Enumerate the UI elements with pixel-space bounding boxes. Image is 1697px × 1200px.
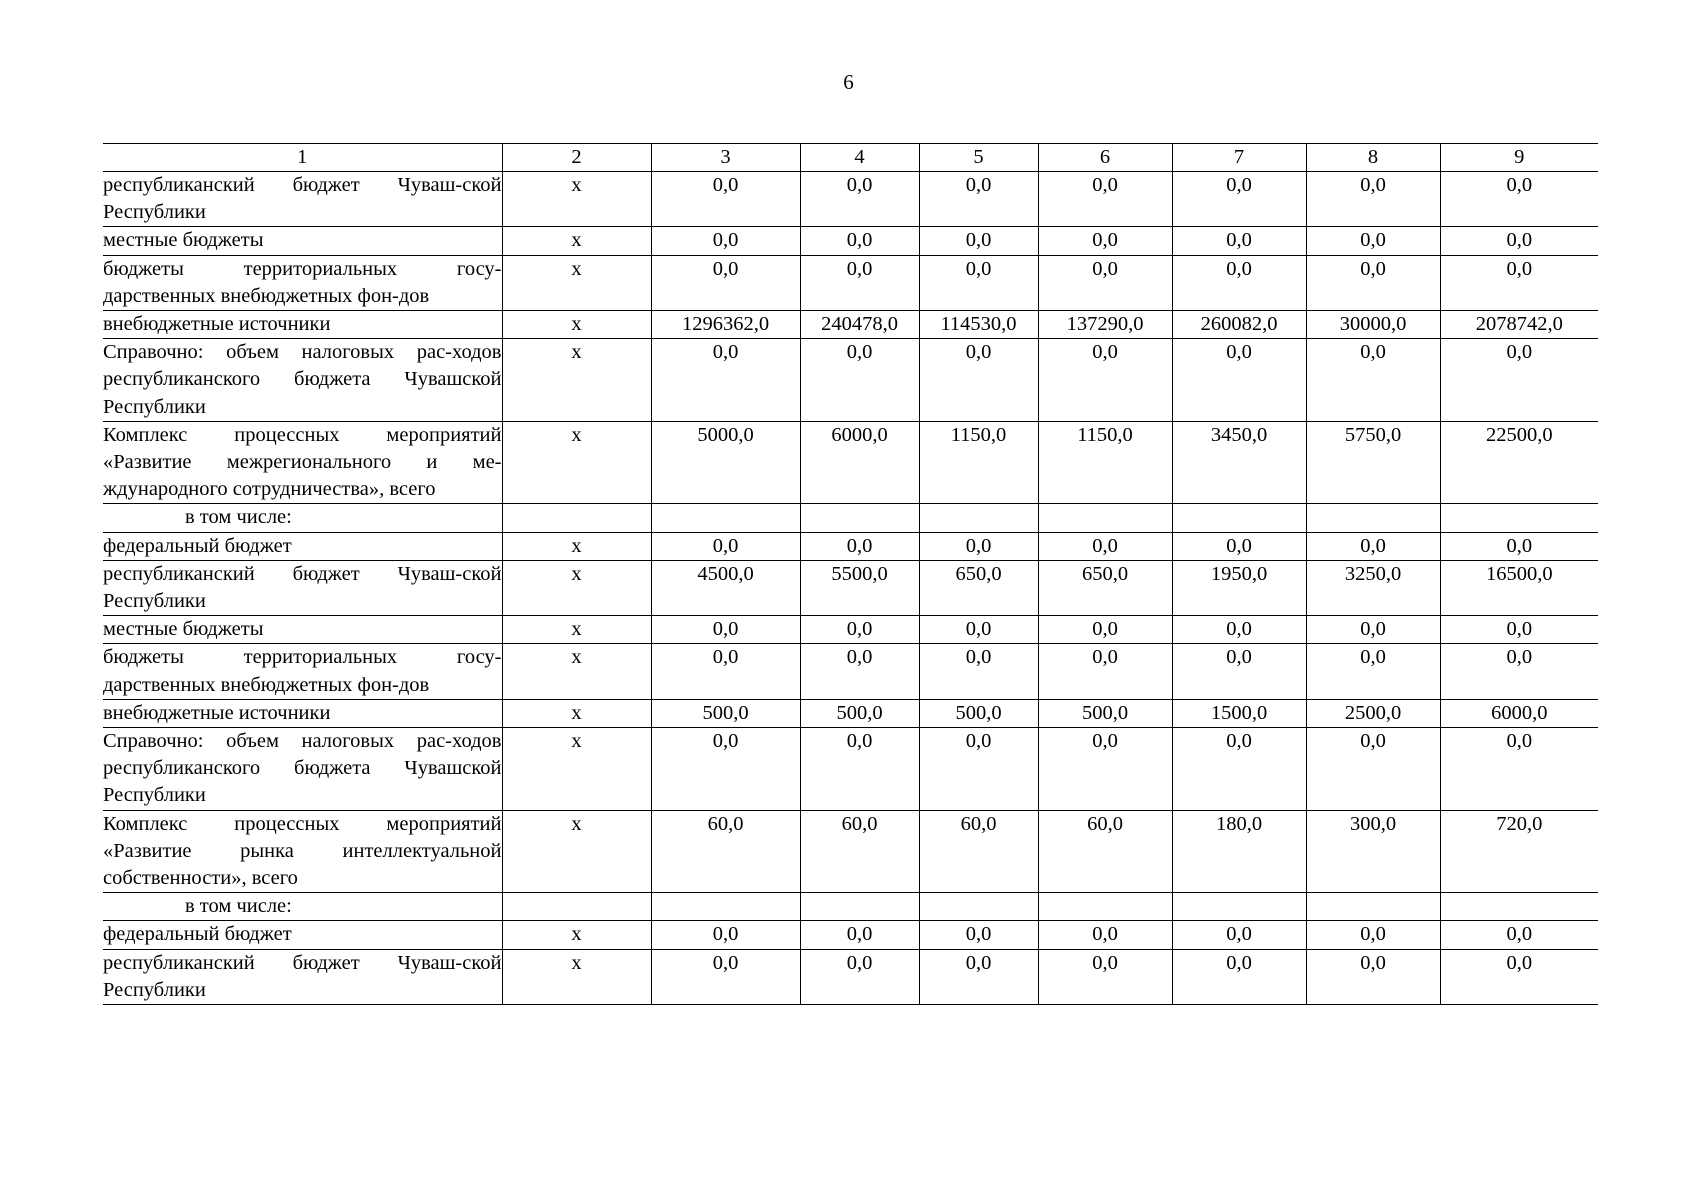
value-cell: 0,0 — [1440, 339, 1598, 422]
budget-table — [103, 143, 1598, 1005]
value-cell: 0,0 — [651, 339, 800, 422]
value-cell: 0,0 — [651, 255, 800, 310]
value-cell: 0,0 — [919, 728, 1038, 811]
unit-cell: х — [502, 421, 651, 504]
row-name-cell: внебюджетные источники — [103, 311, 502, 339]
value-cell: 0,0 — [1038, 921, 1172, 949]
value-cell: 0,0 — [1440, 949, 1598, 1004]
value-cell: 16500,0 — [1440, 560, 1598, 615]
value-cell: 0,0 — [1440, 616, 1598, 644]
value-cell: 0,0 — [1306, 532, 1440, 560]
value-cell: 0,0 — [1038, 255, 1172, 310]
value-cell: 0,0 — [1172, 949, 1306, 1004]
table-row — [103, 504, 1598, 532]
value-cell: 30000,0 — [1306, 311, 1440, 339]
table-row — [103, 921, 1598, 949]
table-row — [103, 616, 1598, 644]
table-row — [103, 644, 1598, 699]
value-cell: 720,0 — [1440, 810, 1598, 893]
column-number: 2 — [502, 144, 651, 172]
value-cell: 500,0 — [919, 699, 1038, 727]
row-name-cell: бюджеты территориальных госу-дарственных внебюджетных фон-дов — [103, 255, 502, 310]
value-cell: 0,0 — [1306, 172, 1440, 227]
value-cell: 0,0 — [919, 644, 1038, 699]
value-cell: 0,0 — [1038, 172, 1172, 227]
unit-cell: х — [502, 949, 651, 1004]
value-cell: 4500,0 — [651, 560, 800, 615]
column-number-row — [103, 144, 1598, 172]
unit-cell: х — [502, 644, 651, 699]
value-cell: 0,0 — [1038, 532, 1172, 560]
value-cell: 0,0 — [1306, 255, 1440, 310]
row-name-cell: республиканский бюджет Чуваш-ской Республики — [103, 172, 502, 227]
table-row — [103, 728, 1598, 811]
value-cell: 60,0 — [919, 810, 1038, 893]
value-cell: 0,0 — [800, 616, 919, 644]
value-cell: 0,0 — [919, 255, 1038, 310]
table-row — [103, 699, 1598, 727]
table-row — [103, 532, 1598, 560]
value-cell: 0,0 — [651, 227, 800, 255]
row-name-cell: Комплекс процессных мероприятий «Развитие межрегионального и ме-ждународного сотрудничества», всего — [103, 421, 502, 504]
row-name-cell: Справочно: объем налоговых рас-ходов республиканского бюджета Чувашской Республики — [103, 339, 502, 422]
value-cell: 0,0 — [651, 172, 800, 227]
value-cell: 0,0 — [800, 949, 919, 1004]
value-cell: 0,0 — [1038, 728, 1172, 811]
value-cell: 650,0 — [1038, 560, 1172, 615]
value-cell: 0,0 — [800, 339, 919, 422]
value-cell: 0,0 — [919, 949, 1038, 1004]
row-name-cell: федеральный бюджет — [103, 532, 502, 560]
value-cell: 0,0 — [919, 339, 1038, 422]
row-name-cell: в том числе: — [103, 893, 502, 921]
column-number: 6 — [1038, 144, 1172, 172]
row-name-cell: республиканский бюджет Чуваш-ской Республики — [103, 949, 502, 1004]
value-cell: 0,0 — [1038, 227, 1172, 255]
value-cell: 0,0 — [800, 921, 919, 949]
value-cell — [1038, 893, 1172, 921]
table-row — [103, 893, 1598, 921]
value-cell: 0,0 — [1172, 728, 1306, 811]
value-cell: 1500,0 — [1172, 699, 1306, 727]
value-cell: 3250,0 — [1306, 560, 1440, 615]
value-cell: 0,0 — [1172, 172, 1306, 227]
value-cell: 0,0 — [919, 172, 1038, 227]
value-cell: 0,0 — [1306, 728, 1440, 811]
table-row — [103, 172, 1598, 227]
value-cell: 260082,0 — [1172, 311, 1306, 339]
unit-cell: х — [502, 532, 651, 560]
value-cell: 0,0 — [1172, 921, 1306, 949]
value-cell: 3450,0 — [1172, 421, 1306, 504]
value-cell: 0,0 — [800, 172, 919, 227]
unit-cell: х — [502, 810, 651, 893]
value-cell: 5750,0 — [1306, 421, 1440, 504]
value-cell — [1172, 893, 1306, 921]
page-number: 6 — [843, 70, 854, 94]
value-cell: 137290,0 — [1038, 311, 1172, 339]
value-cell: 0,0 — [919, 921, 1038, 949]
value-cell: 0,0 — [1172, 255, 1306, 310]
unit-cell: х — [502, 255, 651, 310]
value-cell — [919, 504, 1038, 532]
value-cell: 0,0 — [651, 532, 800, 560]
value-cell: 0,0 — [919, 616, 1038, 644]
value-cell: 0,0 — [800, 728, 919, 811]
value-cell: 0,0 — [919, 227, 1038, 255]
value-cell: 114530,0 — [919, 311, 1038, 339]
value-cell: 240478,0 — [800, 311, 919, 339]
unit-cell: х — [502, 616, 651, 644]
value-cell: 2078742,0 — [1440, 311, 1598, 339]
table-row — [103, 339, 1598, 422]
table-row — [103, 810, 1598, 893]
unit-cell: х — [502, 699, 651, 727]
value-cell: 0,0 — [1440, 728, 1598, 811]
value-cell: 0,0 — [1172, 644, 1306, 699]
table-row — [103, 949, 1598, 1004]
column-number: 5 — [919, 144, 1038, 172]
value-cell: 0,0 — [651, 616, 800, 644]
row-name-cell: Справочно: объем налоговых рас-ходов республиканского бюджета Чувашской Республики — [103, 728, 502, 811]
value-cell: 22500,0 — [1440, 421, 1598, 504]
value-cell — [800, 504, 919, 532]
value-cell — [1440, 893, 1598, 921]
unit-cell — [502, 504, 651, 532]
value-cell: 6000,0 — [1440, 699, 1598, 727]
value-cell: 1296362,0 — [651, 311, 800, 339]
column-number: 4 — [800, 144, 919, 172]
unit-cell: х — [502, 339, 651, 422]
value-cell: 0,0 — [919, 532, 1038, 560]
value-cell — [651, 504, 800, 532]
unit-cell: х — [502, 560, 651, 615]
value-cell — [1306, 504, 1440, 532]
value-cell: 1150,0 — [919, 421, 1038, 504]
row-name-cell: Комплекс процессных мероприятий «Развитие рынка интеллектуальной собственности», всего — [103, 810, 502, 893]
value-cell: 0,0 — [1172, 532, 1306, 560]
value-cell: 0,0 — [1440, 644, 1598, 699]
value-cell: 0,0 — [1172, 616, 1306, 644]
column-number: 1 — [103, 144, 502, 172]
value-cell: 0,0 — [1306, 227, 1440, 255]
value-cell — [800, 893, 919, 921]
value-cell: 2500,0 — [1306, 699, 1440, 727]
value-cell: 1950,0 — [1172, 560, 1306, 615]
value-cell: 0,0 — [800, 255, 919, 310]
column-number: 9 — [1440, 144, 1598, 172]
value-cell: 0,0 — [1172, 227, 1306, 255]
value-cell: 500,0 — [1038, 699, 1172, 727]
value-cell: 0,0 — [1306, 339, 1440, 422]
row-name-cell: бюджеты территориальных госу-дарственных внебюджетных фон-дов — [103, 644, 502, 699]
table-row — [103, 227, 1598, 255]
table-row — [103, 560, 1598, 615]
column-number: 3 — [651, 144, 800, 172]
value-cell: 0,0 — [1306, 644, 1440, 699]
value-cell: 0,0 — [1440, 532, 1598, 560]
value-cell — [1172, 504, 1306, 532]
unit-cell — [502, 893, 651, 921]
value-cell: 0,0 — [800, 644, 919, 699]
value-cell: 1150,0 — [1038, 421, 1172, 504]
value-cell: 5000,0 — [651, 421, 800, 504]
value-cell: 0,0 — [651, 728, 800, 811]
table-body — [103, 172, 1598, 1005]
unit-cell: х — [502, 172, 651, 227]
value-cell: 0,0 — [651, 949, 800, 1004]
value-cell: 0,0 — [1440, 227, 1598, 255]
column-number: 8 — [1306, 144, 1440, 172]
table-row — [103, 255, 1598, 310]
value-cell: 0,0 — [1038, 949, 1172, 1004]
row-name-cell: республиканский бюджет Чуваш-ской Республики — [103, 560, 502, 615]
value-cell: 0,0 — [1172, 339, 1306, 422]
unit-cell: х — [502, 728, 651, 811]
row-name-cell: федеральный бюджет — [103, 921, 502, 949]
value-cell: 60,0 — [800, 810, 919, 893]
unit-cell: х — [502, 311, 651, 339]
row-name-cell: местные бюджеты — [103, 616, 502, 644]
value-cell — [1038, 504, 1172, 532]
value-cell: 6000,0 — [800, 421, 919, 504]
value-cell: 0,0 — [1306, 921, 1440, 949]
column-number: 7 — [1172, 144, 1306, 172]
value-cell: 0,0 — [651, 644, 800, 699]
value-cell: 500,0 — [651, 699, 800, 727]
value-cell: 60,0 — [1038, 810, 1172, 893]
value-cell: 0,0 — [1306, 616, 1440, 644]
value-cell — [919, 893, 1038, 921]
unit-cell: х — [502, 227, 651, 255]
value-cell: 60,0 — [651, 810, 800, 893]
value-cell: 650,0 — [919, 560, 1038, 615]
value-cell: 0,0 — [1440, 255, 1598, 310]
table-row — [103, 311, 1598, 339]
value-cell: 300,0 — [1306, 810, 1440, 893]
value-cell — [1440, 504, 1598, 532]
value-cell: 180,0 — [1172, 810, 1306, 893]
value-cell — [1306, 893, 1440, 921]
table-row — [103, 421, 1598, 504]
value-cell: 5500,0 — [800, 560, 919, 615]
row-name-cell: в том числе: — [103, 504, 502, 532]
value-cell: 0,0 — [1038, 339, 1172, 422]
row-name-cell: внебюджетные источники — [103, 699, 502, 727]
value-cell — [651, 893, 800, 921]
value-cell: 0,0 — [1038, 644, 1172, 699]
value-cell: 0,0 — [1038, 616, 1172, 644]
value-cell: 0,0 — [1440, 921, 1598, 949]
value-cell: 0,0 — [800, 227, 919, 255]
value-cell: 0,0 — [1440, 172, 1598, 227]
value-cell: 500,0 — [800, 699, 919, 727]
unit-cell: х — [502, 921, 651, 949]
value-cell: 0,0 — [800, 532, 919, 560]
row-name-cell: местные бюджеты — [103, 227, 502, 255]
value-cell: 0,0 — [1306, 949, 1440, 1004]
value-cell: 0,0 — [651, 921, 800, 949]
